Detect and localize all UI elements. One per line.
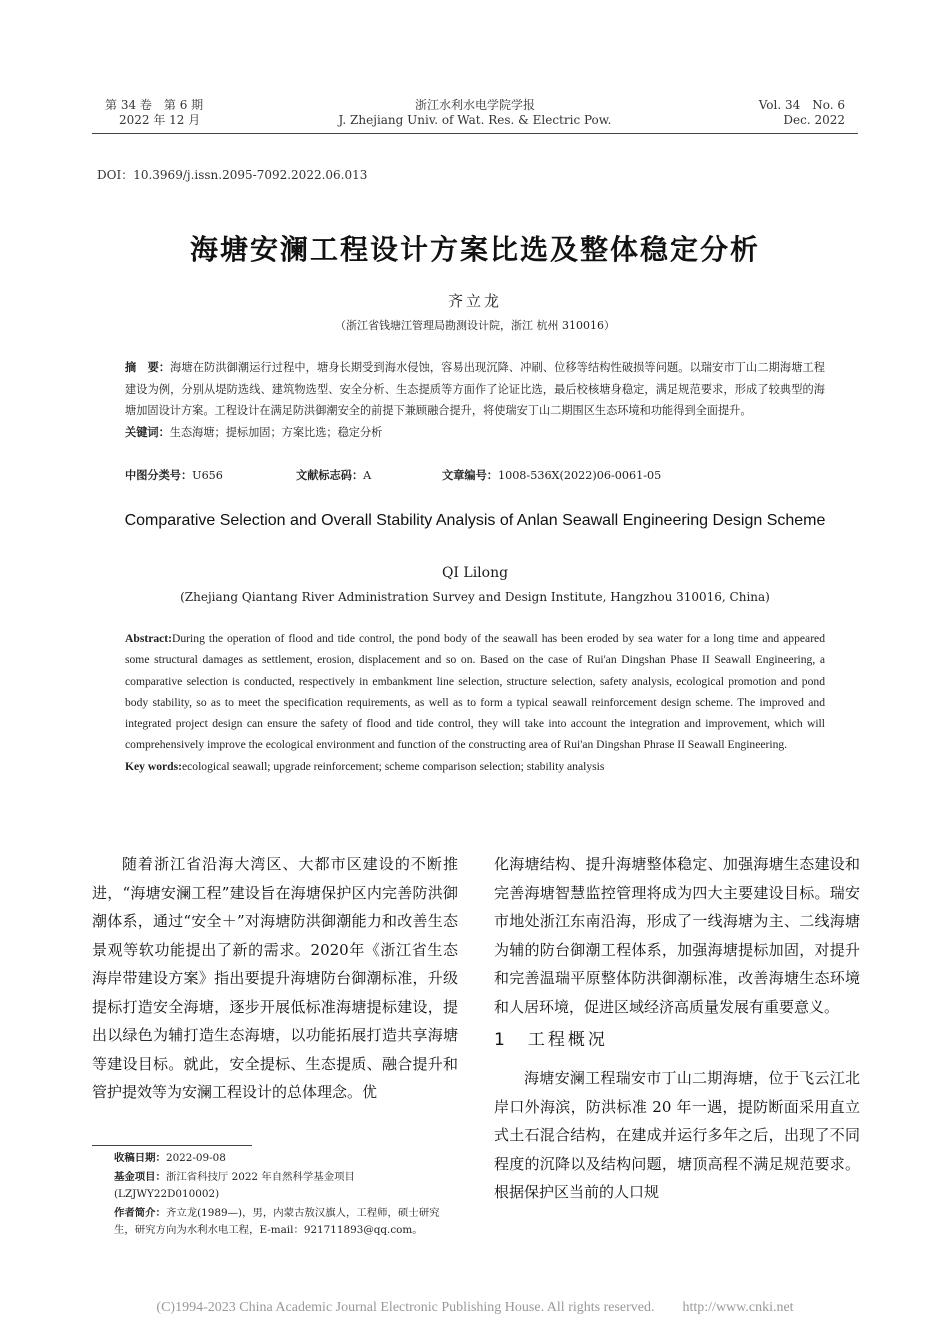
keywords-cn: 生态海塘；提标加固；方案比选；稳定分析 — [169, 425, 383, 439]
header-journal-cn: 浙江水利水电学院学报 — [414, 98, 535, 112]
header-volume-info — [105, 98, 203, 128]
article-no-value: 1008-536X(2022)06-0061-05 — [497, 469, 662, 482]
received-label: 收稿日期： — [114, 1152, 166, 1164]
body-left-column — [92, 850, 458, 1107]
doc-code-value: A — [363, 469, 372, 482]
header-journal-en: J. Zhejiang Univ. of Wat. Res. & Electric Pow. — [338, 113, 612, 127]
body-right-column — [494, 850, 860, 1207]
fund-label: 基金项目： — [114, 1170, 166, 1183]
section-heading-1: 1 工程概况 — [494, 1030, 608, 1050]
title-en: Comparative Selection and Overall Stability Analysis of Anlan Seawall Engineering Design Scheme — [124, 512, 826, 529]
keywords-cn-label: 关键词： — [125, 425, 170, 439]
body-paragraph-continued: 化海塘结构、提升海塘整体稳定、加强海塘生态建设和完善海塘智慧监控管理将成为四大主要建设目标。瑞安市地处浙江东南沿海，形成了一线海塘为主、二线海塘为辅的防台御潮工程体系，加强海塘提标加固，对提升和完善温瑞平原整体防洪御潮标准，改善海塘生态环境和人居环境，促进区域经济高质量发展有重要意义。 — [494, 855, 860, 1016]
author-cn: 齐立龙 — [447, 292, 502, 310]
abstract-cn — [125, 357, 825, 443]
abstract-en-text: During the operation of flood and tide control, the pond body of the seawall has been eroded by sea water for a long time and appeared some structural damages as settlement, erosion, displacement and so on. Based on the case of Rui'an Dingshan Phase II Seawall Engineering, a comparative selection is conducted, respectively in embankment line selection, structure selection, safety analysis, ecological promotion and pond body stability, so as to meet the specification requirements, as well as to form a typical seawall reinforcement design scheme. The improved and integrated project design can ensure the safety of flood and tide control, they will take into account the integration and improvement, which will comprehensively improve the ecological environment and function of the constructing area of Rui'an Dingshan Phrase II Seawall Engineering. — [125, 632, 825, 752]
header-date: 2022 年 12 月 — [119, 113, 201, 127]
footnotes — [92, 1150, 458, 1241]
abstract-cn-label: 摘 要： — [125, 361, 171, 374]
header-volume-en: Vol. 34 No. 6 — [758, 98, 845, 112]
clc-value: U656 — [192, 469, 223, 482]
doi: DOI：10.3969/j.issn.2095-7092.2022.06.013 — [97, 168, 368, 182]
body-paragraph: 海塘安澜工程瑞安市丁山二期海塘，位于飞云江北岸口外海滨，防洪标准 20 年一遇，提防断面采用直立式土石混合结构，在建成并运行多年之后，出现了不同程度的沉降以及结构问题，塘顶高程不满足规范要求。根据保护区当前的人口规 — [494, 1069, 860, 1201]
received-date: 2022-09-08 — [165, 1152, 226, 1164]
keywords-en-label: Key words: — [125, 759, 182, 773]
doc-code-block — [296, 467, 371, 483]
copyright-notice: (C)1994-2023 China Academic Journal Electronic Publishing House. All rights reserved. http://www.cnki.net — [156, 1300, 794, 1315]
abstract-cn-text: 海塘在防洪御潮运行过程中，塘身长期受到海水侵蚀，容易出现沉降、冲刷、位移等结构性破损等问题。以瑞安市丁山二期海塘工程建设为例，分别从堤防选线、建筑物选型、安全分析、生态提质等方面作了论证比选，最后校核塘身稳定，满足规范要求，形成了较典型的海塘加固设计方案。工程设计在满足防洪御潮安全的前提下兼顾融合提升，将使瑞安丁山二期围区生态环境和功能得到全面提升。 — [125, 361, 825, 417]
author-bio-label: 作者简介： — [114, 1206, 166, 1219]
article-no-block — [442, 467, 661, 483]
header-divider — [92, 133, 858, 134]
header-volume-info-en — [759, 98, 845, 128]
affiliation-en: (Zhejiang Qiantang River Administration Survey and Design Institute, Hangzhou 310016, China) — [180, 590, 770, 604]
abstract-en — [125, 628, 825, 777]
doc-code-label: 文献标志码： — [296, 469, 364, 482]
header-journal-info — [300, 98, 650, 128]
affiliation-cn: （浙江省钱塘江管理局勘测设计院，浙江 杭州 310016） — [335, 319, 615, 332]
footnote-divider — [92, 1145, 252, 1146]
abstract-en-label: Abstract: — [125, 632, 173, 645]
header-volume: 第 34 卷 第 6 期 — [105, 98, 204, 112]
author-en: QI Lilong — [441, 565, 509, 581]
title-cn: 海塘安澜工程设计方案比选及整体稳定分析 — [189, 233, 760, 266]
author-bio: 齐立龙(1989—)，男，内蒙古敖汉旗人，工程师，硕士研究生，研究方向为水利水电工程，E-mail：921711893@qq.com。 — [114, 1206, 440, 1236]
clc-label: 中图分类号： — [125, 469, 193, 482]
keywords-en: ecological seawall; upgrade reinforcement; scheme comparison selection; stability analysis — [182, 759, 605, 773]
fund-text: 浙江省科技厅 2022 年自然科学基金项目(LZJWY22D010002) — [114, 1170, 355, 1200]
header-date-en: Dec. 2022 — [783, 113, 845, 127]
clc-block — [125, 467, 223, 483]
body-paragraph: 随着浙江省沿海大湾区、大都市区建设的不断推进，“海塘安澜工程”建设旨在海塘保护区内完善防洪御潮体系，通过“安全＋”对海塘防洪御潮能力和改善生态景观等软功能提出了新的需求。2020年《浙江省生态海岸带建设方案》指出要提升海塘防台御潮标准，升级提标打造安全海塘，逐步开展低标准海塘提标建设，提出以绿色为辅打造生态海塘，以功能拓展打造共享海塘等建设目标。就此，安全提标、生态提质、融合提升和管护提效等为安澜工程设计的总体理念。优 — [92, 855, 458, 1101]
article-no-label: 文章编号： — [442, 469, 498, 482]
